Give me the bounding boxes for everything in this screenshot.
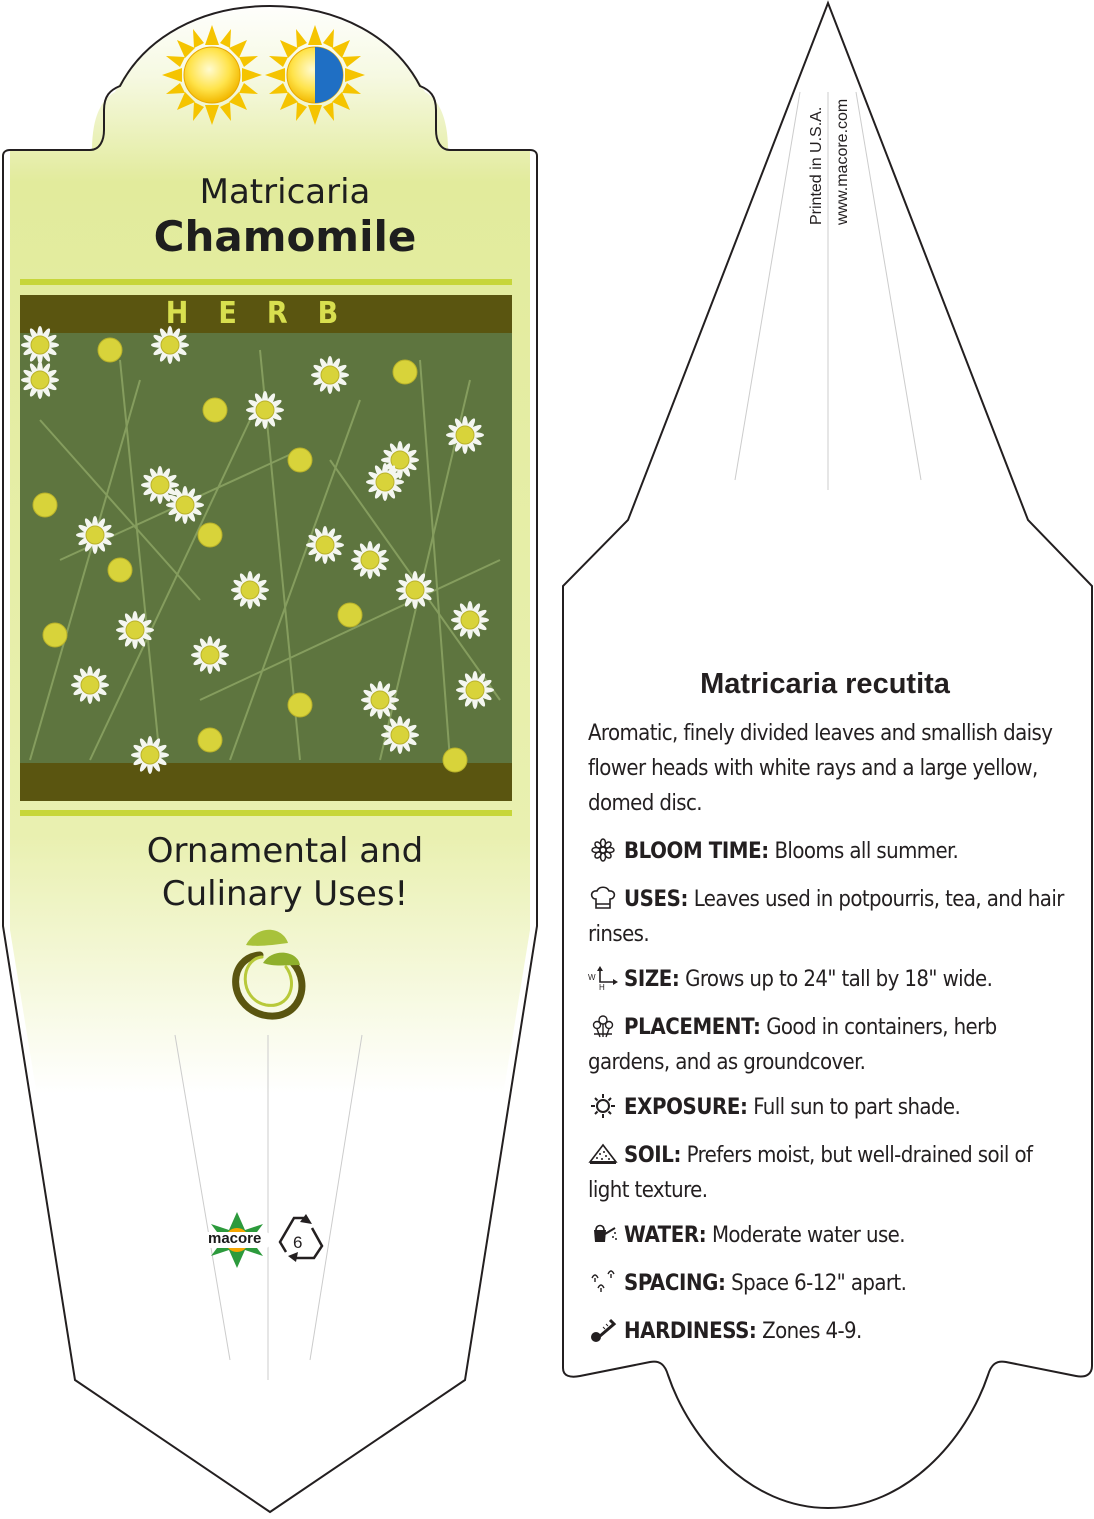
attr-text: Space 6-12" apart. bbox=[731, 1271, 907, 1296]
attr-bloom-time bbox=[588, 834, 1068, 869]
attr-label: SPACING: bbox=[624, 1271, 726, 1296]
attr-uses bbox=[588, 882, 1068, 952]
size-icon bbox=[588, 966, 618, 990]
tagline-line-1: Ornamental and bbox=[146, 831, 424, 871]
attr-text: Grows up to 24" tall by 18" wide. bbox=[685, 967, 993, 992]
tagline-line-2: Culinary Uses! bbox=[161, 874, 409, 914]
website-url: www.macore.com bbox=[834, 98, 851, 225]
tagline bbox=[40, 830, 530, 916]
macore-brand-text: macore bbox=[208, 1230, 262, 1247]
attr-text: Zones 4-9. bbox=[762, 1319, 862, 1344]
soil-icon bbox=[588, 1142, 618, 1166]
attr-text: Good in containers, herb gardens, and as groundcover. bbox=[588, 1015, 997, 1075]
attr-text: Leaves used in potpourris, tea, and hair rinses. bbox=[588, 887, 1064, 947]
plant-photo bbox=[20, 326, 512, 774]
attr-placement bbox=[588, 1010, 1068, 1080]
attr-label: HARDINESS: bbox=[624, 1319, 757, 1344]
chef-hat-icon bbox=[588, 886, 618, 910]
recycle-code: 6 bbox=[293, 1233, 303, 1252]
placement-icon bbox=[588, 1014, 618, 1038]
attr-text: Full sun to part shade. bbox=[753, 1095, 961, 1120]
full-sun-icon bbox=[162, 25, 262, 125]
attr-size bbox=[588, 962, 1068, 997]
category-label: HERB bbox=[165, 296, 369, 331]
attr-text: Prefers moist, but well-drained soil of light texture. bbox=[588, 1143, 1033, 1203]
attr-spacing bbox=[588, 1266, 1068, 1301]
attr-hardiness bbox=[588, 1314, 1068, 1349]
attr-text: Moderate water use. bbox=[711, 1223, 905, 1248]
attr-label: USES: bbox=[624, 887, 689, 912]
scientific-name: Matricaria recutita bbox=[700, 668, 950, 700]
common-name: Chamomile bbox=[153, 212, 417, 261]
attr-label: SOIL: bbox=[624, 1143, 681, 1168]
attr-soil bbox=[588, 1138, 1068, 1208]
attr-label: EXPOSURE: bbox=[624, 1095, 748, 1120]
spacing-icon bbox=[588, 1270, 618, 1294]
attr-label: WATER: bbox=[624, 1223, 707, 1248]
attr-water bbox=[588, 1218, 1068, 1253]
attr-exposure bbox=[588, 1090, 1068, 1125]
sun-icon bbox=[588, 1094, 618, 1118]
size-icon-w: W bbox=[588, 973, 595, 982]
part-shade-icon bbox=[265, 25, 365, 125]
watering-can-icon bbox=[588, 1222, 618, 1246]
thermometer-icon bbox=[588, 1318, 618, 1342]
printed-in-usa: Printed in U.S.A. bbox=[808, 106, 825, 225]
attr-label: BLOOM TIME: bbox=[624, 839, 769, 864]
attr-label: PLACEMENT: bbox=[624, 1015, 761, 1040]
size-icon-h: H bbox=[599, 983, 605, 990]
flower-icon bbox=[588, 838, 618, 862]
genus-name: Matricaria bbox=[199, 172, 371, 212]
attr-text: Blooms all summer. bbox=[774, 839, 959, 864]
attr-label: SIZE: bbox=[624, 967, 680, 992]
plant-description: Aromatic, finely divided leaves and smallish daisy flower heads with white rays and a large yellow, domed disc. bbox=[588, 721, 1053, 816]
